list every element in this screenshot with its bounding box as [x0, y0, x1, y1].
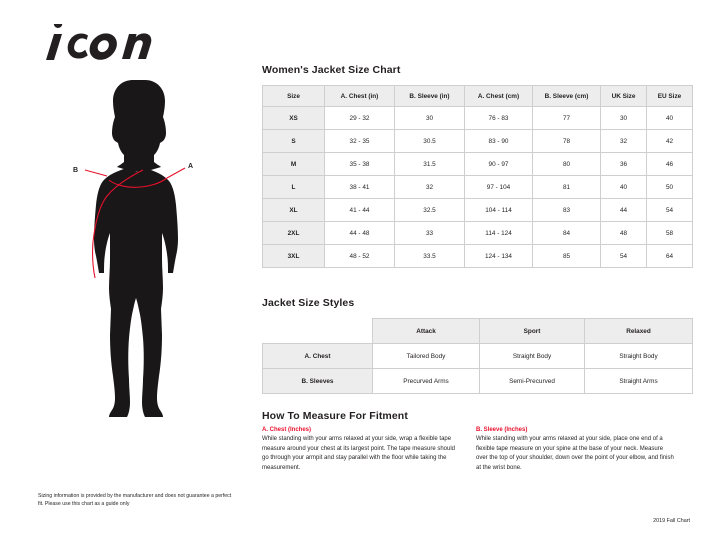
- cell-sleeve-cm: 77: [533, 107, 601, 130]
- col-header-chest-cm: A. Chest (cm): [465, 86, 533, 107]
- col-header-sleeve-in: B. Sleeve (in): [395, 86, 465, 107]
- cell-chest-cm: 114 - 124: [465, 222, 533, 245]
- cell-sleeve-in: 32.5: [395, 199, 465, 222]
- table-row: [263, 222, 693, 245]
- cell-eu-size: 46: [647, 153, 693, 176]
- cell-sleeve-cm: 78: [533, 130, 601, 153]
- left-panel: [0, 0, 250, 540]
- cell-sleeve-cm: 84: [533, 222, 601, 245]
- cell-size: 2XL: [263, 222, 325, 245]
- styles-corner-cell: [263, 319, 373, 344]
- disclaimer-text: Sizing information is provided by the manufacturer and does not guarantee a perfect fit. Please use this chart as a guide only: [38, 493, 232, 508]
- table-row: [263, 130, 693, 153]
- cell-uk-size: 36: [601, 153, 647, 176]
- cell-uk-size: 44: [601, 199, 647, 222]
- table-row: [263, 245, 693, 268]
- col-header-chest-in: A. Chest (in): [325, 86, 395, 107]
- cell-sleeve-cm: 85: [533, 245, 601, 268]
- cell-eu-size: 40: [647, 107, 693, 130]
- table-row: [263, 369, 693, 394]
- table-row: [263, 344, 693, 369]
- table-row: [263, 107, 693, 130]
- how-to-measure-title: How To Measure For Fitment: [262, 410, 408, 422]
- measure-chest-block: [262, 427, 462, 474]
- styles-cell-chest-relaxed: Straight Body: [585, 344, 693, 369]
- cell-size: XL: [263, 199, 325, 222]
- cell-eu-size: 58: [647, 222, 693, 245]
- cell-chest-in: 32 - 35: [325, 130, 395, 153]
- styles-col-relaxed: Relaxed: [585, 319, 693, 344]
- cell-chest-in: 35 - 38: [325, 153, 395, 176]
- womens-jacket-size-table: [262, 85, 693, 268]
- cell-sleeve-cm: 83: [533, 199, 601, 222]
- cell-uk-size: 54: [601, 245, 647, 268]
- styles-col-sport: Sport: [480, 319, 585, 344]
- cell-uk-size: 30: [601, 107, 647, 130]
- cell-sleeve-cm: 81: [533, 176, 601, 199]
- styles-cell-chest-attack: Tailored Body: [373, 344, 480, 369]
- table-row: [263, 153, 693, 176]
- styles-cell-sleeves-sport: Semi-Precurved: [480, 369, 585, 394]
- cell-eu-size: 50: [647, 176, 693, 199]
- styles-row-label-sleeves: B. Sleeves: [263, 369, 373, 394]
- table-row: [263, 176, 693, 199]
- cell-sleeve-in: 32: [395, 176, 465, 199]
- col-header-size: Size: [263, 86, 325, 107]
- cell-eu-size: 64: [647, 245, 693, 268]
- cell-chest-cm: 97 - 104: [465, 176, 533, 199]
- female-figure-diagram: [55, 72, 235, 472]
- col-header-uk-size: UK Size: [601, 86, 647, 107]
- styles-col-attack: Attack: [373, 319, 480, 344]
- styles-row-label-chest: A. Chest: [263, 344, 373, 369]
- size-chart-title: Women's Jacket Size Chart: [262, 64, 401, 76]
- jacket-size-styles-title: Jacket Size Styles: [262, 297, 355, 309]
- styles-cell-chest-sport: Straight Body: [480, 344, 585, 369]
- cell-chest-in: 41 - 44: [325, 199, 395, 222]
- cell-size: L: [263, 176, 325, 199]
- cell-sleeve-cm: 80: [533, 153, 601, 176]
- cell-size: XS: [263, 107, 325, 130]
- cell-chest-in: 44 - 48: [325, 222, 395, 245]
- measure-sleeve-heading: B. Sleeve (Inches): [476, 427, 528, 433]
- styles-cell-sleeves-relaxed: Straight Arms: [585, 369, 693, 394]
- measure-sleeve-text: While standing with your arms relaxed at your side, place one end of a flexible tape measure on your spine at the base of your neck. Measure over the top of your shoulder, down over the point of your elbow, and finish at the wrist bone.: [476, 436, 674, 472]
- measure-sleeve-block: [476, 427, 676, 474]
- footer-chart-version: 2019 Fall Chart: [653, 518, 690, 524]
- callout-a-label: A: [188, 163, 194, 170]
- jacket-size-styles-table: [262, 318, 693, 394]
- cell-uk-size: 32: [601, 130, 647, 153]
- cell-size: M: [263, 153, 325, 176]
- cell-size: 3XL: [263, 245, 325, 268]
- cell-sleeve-in: 30.5: [395, 130, 465, 153]
- cell-chest-in: 38 - 41: [325, 176, 395, 199]
- cell-chest-in: 29 - 32: [325, 107, 395, 130]
- cell-sleeve-in: 33: [395, 222, 465, 245]
- col-header-eu-size: EU Size: [647, 86, 693, 107]
- measure-chest-heading: A. Chest (Inches): [262, 427, 312, 433]
- cell-uk-size: 40: [601, 176, 647, 199]
- measure-chest-text: While standing with your arms relaxed at your side, wrap a flexible tape measure around your chest at its largest point. The tape measure should go through your armpit and stay parallel with the floor while taking the measurement.: [262, 436, 455, 472]
- callout-b-label: B: [73, 167, 79, 174]
- cell-chest-cm: 83 - 90: [465, 130, 533, 153]
- cell-chest-in: 48 - 52: [325, 245, 395, 268]
- cell-chest-cm: 90 - 97: [465, 153, 533, 176]
- cell-size: S: [263, 130, 325, 153]
- cell-chest-cm: 76 - 83: [465, 107, 533, 130]
- cell-sleeve-in: 31.5: [395, 153, 465, 176]
- icon-logo: [38, 24, 158, 68]
- cell-uk-size: 48: [601, 222, 647, 245]
- styles-header-row: [263, 319, 693, 344]
- col-header-sleeve-cm: B. Sleeve (cm): [533, 86, 601, 107]
- cell-chest-cm: 104 - 114: [465, 199, 533, 222]
- cell-eu-size: 54: [647, 199, 693, 222]
- cell-eu-size: 42: [647, 130, 693, 153]
- table-row: [263, 199, 693, 222]
- cell-chest-cm: 124 - 134: [465, 245, 533, 268]
- how-to-measure-body: [262, 427, 692, 474]
- cell-sleeve-in: 33.5: [395, 245, 465, 268]
- table-header-row: [263, 86, 693, 107]
- styles-cell-sleeves-attack: Precurved Arms: [373, 369, 480, 394]
- cell-sleeve-in: 30: [395, 107, 465, 130]
